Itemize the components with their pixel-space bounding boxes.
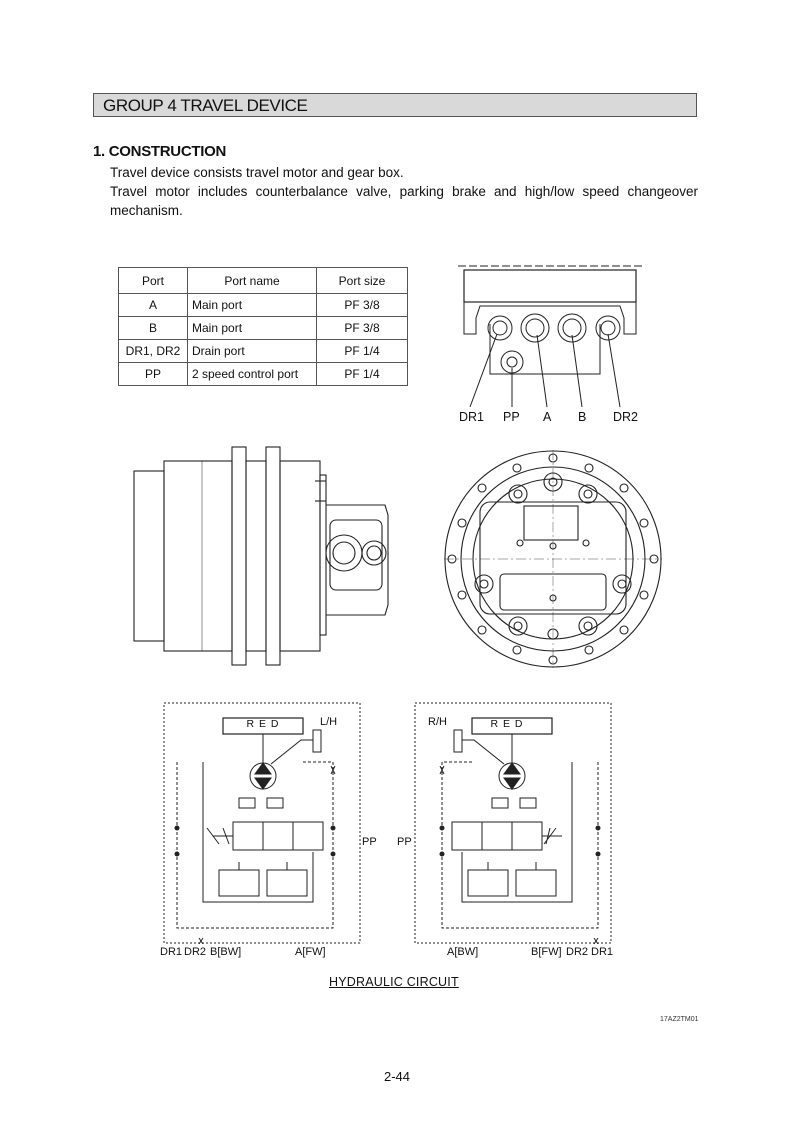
label-dr1-right: DR1 [591,946,614,958]
table-cell: PF 1/4 [317,363,408,386]
page-number: 2-44 [383,1069,411,1084]
table-row [119,317,408,340]
label-afw-left: A[FW] [295,946,326,958]
label-a: A [543,410,552,424]
motor-side-view-drawing [130,445,410,670]
table-cell: Main port [188,317,317,340]
red-box-right: R E D [490,718,524,730]
section-title: 1. CONSTRUCTION [93,143,227,160]
label-rh: R/H [428,716,447,728]
paragraph-line-3: mechanism. [110,203,183,218]
motor-front-view-drawing [442,448,664,670]
table-cell: PF 3/8 [317,317,408,340]
label-dr2-left: DR2 [184,946,207,958]
label-lh: L/H [320,716,338,728]
label-dr1: DR1 [459,410,485,424]
table-cell: A [119,294,188,317]
table-row [119,294,408,317]
table-cell: 2 speed control port [188,363,317,386]
table-cell: DR1, DR2 [119,340,188,363]
hydraulic-circuit-left [163,702,361,944]
port-top-view-drawing [450,262,650,432]
table-header-cell: Port size [317,268,408,294]
table-cell: PF 3/8 [317,294,408,317]
label-dr2: DR2 [613,410,639,424]
port-table [118,267,408,386]
label-pp-left: PP [362,836,377,848]
label-bbw-left: B[BW] [210,946,242,958]
table-cell: PP [119,363,188,386]
red-box-left: R E D [246,718,280,730]
paragraph-line-1: Travel device consists travel motor and gear box. [110,165,404,180]
table-cell: PF 1/4 [317,340,408,363]
table-header-cell: Port [119,268,188,294]
label-pp-right: PP [397,836,412,848]
figure-code: 17AZ2TM01 [660,1016,699,1023]
table-header-cell: Port name [188,268,317,294]
label-dr2-right: DR2 [566,946,589,958]
group-title: GROUP 4 TRAVEL DEVICE [103,96,308,115]
label-dr1-left: DR1 [160,946,183,958]
table-header-row [119,268,408,294]
label-bfw-right: B[FW] [531,946,562,958]
label-pp: PP [503,410,520,424]
hydraulic-circuit-right [414,702,612,944]
label-abw-right: A[BW] [447,946,479,958]
table-row [119,340,408,363]
label-b: B [578,410,587,424]
table-cell: B [119,317,188,340]
paragraph-line-2: Travel motor includes counterbalance valve, parking brake and high/low speed changeover [110,184,698,199]
table-row [119,363,408,386]
table-cell: Main port [188,294,317,317]
hydraulic-circuit-title: HYDRAULIC CIRCUIT [329,975,459,989]
table-cell: Drain port [188,340,317,363]
